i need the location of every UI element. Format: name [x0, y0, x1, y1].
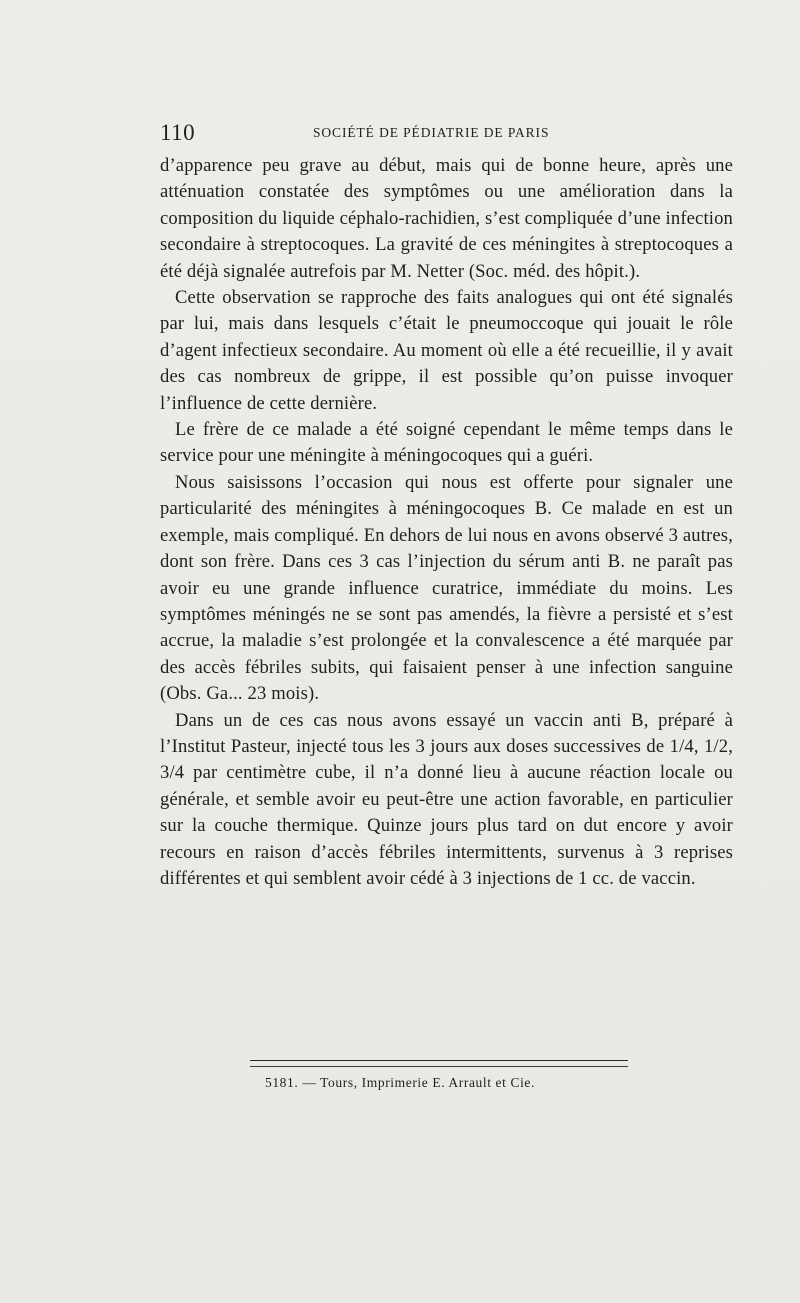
body-text [160, 153, 733, 892]
running-head: SOCIÉTÉ DE PÉDIATRIE DE PARIS [313, 125, 550, 140]
footer-rule [250, 1060, 628, 1061]
paragraph: Nous saisissons l’occasion qui nous est offerte pour signaler une particularité des méningites à méningocoques B. Ce malade en est un exemple, mais compliqué. En dehors de lui nous en avons observé 3 autres, dont son frère. Dans ces 3 cas l’injection du sérum anti B. ne paraît pas avoir eu une grande influence curatrice, immédiate du moins. Les symptômes méningés ne se sont pas amendés, la fièvre a persisté et s’est accrue, la maladie s’est prolongée et la convalescence a été marquée par des accès fébriles subits, qui faisaient penser à une infection sanguine (Obs. Ga... 23 mois). [160, 471, 733, 705]
paragraph: Cette observation se rapproche des faits analogues qui ont été signalés par lui, mais dans lesquels c’était le pneumoccoque qui jouait le rôle d’agent infectieux secondaire. Au moment où elle a été recueillie, il y avait des cas nombreux de grippe, il est possible qu’on puisse invoquer l’influence de cette dernière. [160, 287, 733, 414]
footer-rule [250, 1066, 628, 1067]
printer-imprint: 5181. — Tours, Imprimerie E. Arrault et Cie. [264, 1075, 536, 1090]
paragraph: Dans un de ces cas nous avons essayé un vaccin anti B, préparé à l’Institut Pasteur, injecté tous les 3 jours aux doses successives de 1/4, 1/2, 3/4 par centimètre cube, il n’a donné lieu à aucune réaction locale ou générale, et semble avoir eu peut-être une action favorable, en particulier sur la couche thermique. Quinze jours plus tard on dut encore y avoir recours en raison d’accès fébriles intermittents, survenus à 3 reprises différentes et qui semblent avoir cédé à 3 injections de 1 cc. de vaccin. [160, 709, 733, 889]
paragraph: Le frère de ce malade a été soigné cependant le même temps dans le service pour une méningite à méningocoques qui a guéri. [160, 419, 733, 467]
paragraph: d’apparence peu grave au début, mais qui de bonne heure, après une atténuation constatée des symptômes ou une amélioration dans la composition du liquide céphalo-rachidien, s’est compliquée d’une infection secondaire à streptocoques. La gravité de ces méningites à streptocoques a été déjà signalée autrefois par M. Netter (Soc. méd. des hôpit.). [160, 155, 733, 282]
page-header [160, 120, 590, 146]
page-number: 110 [160, 120, 196, 145]
